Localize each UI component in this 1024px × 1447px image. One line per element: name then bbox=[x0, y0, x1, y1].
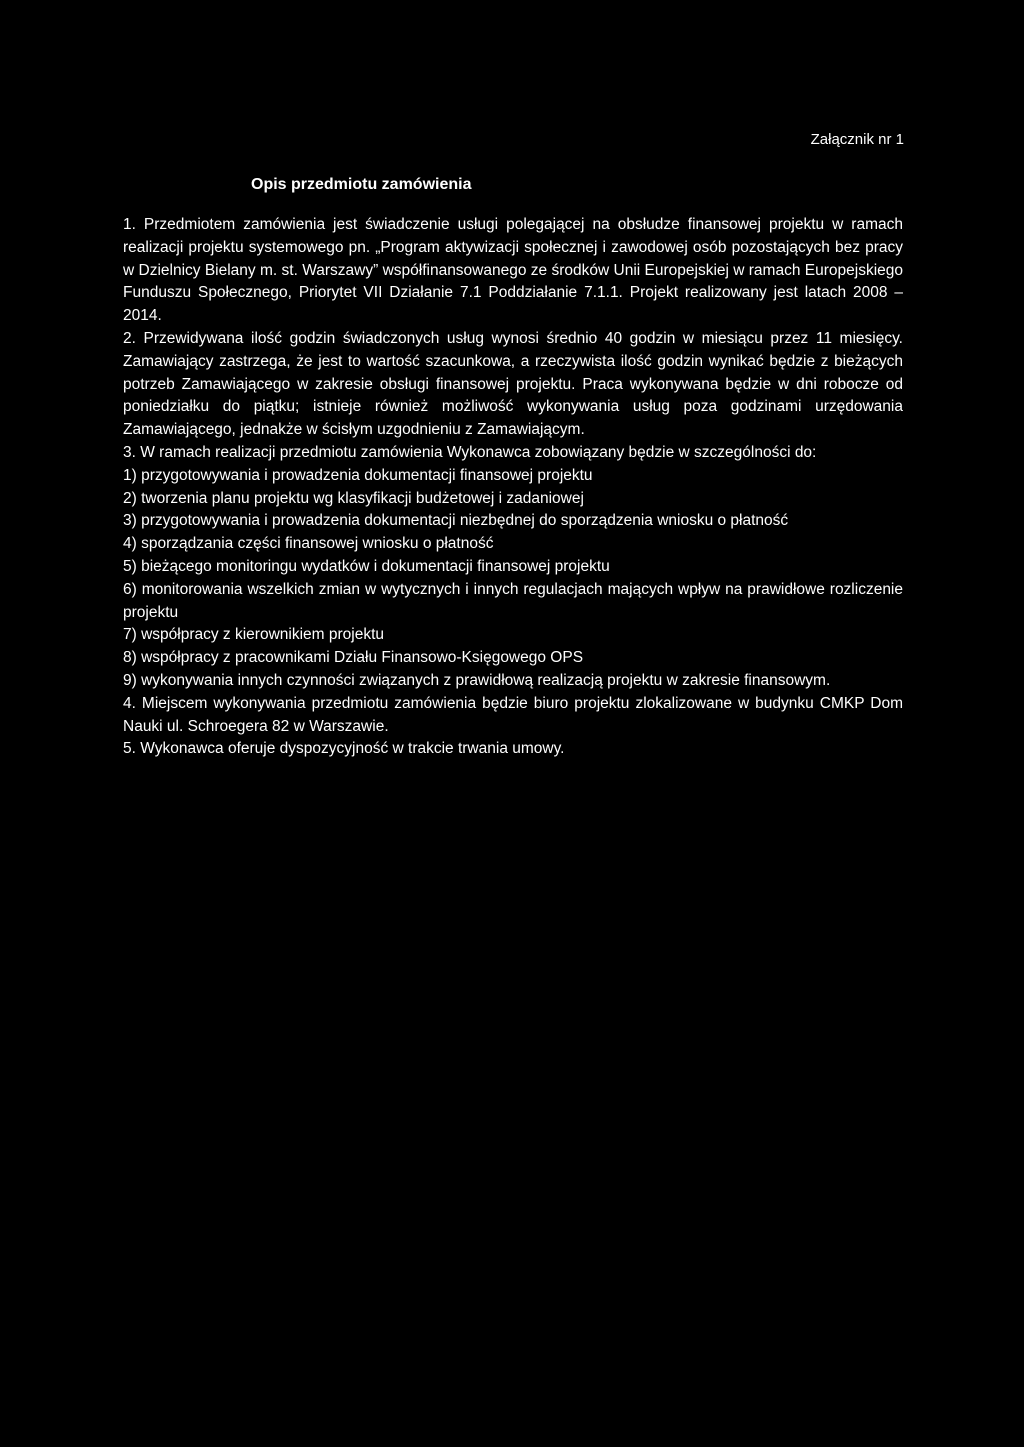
list-item: 8) współpracy z pracownikami Działu Finansowo-Księgowego OPS bbox=[123, 649, 584, 667]
list-item: 5) bieżącego monitoringu wydatków i dokumentacji finansowej projektu bbox=[123, 557, 610, 575]
section-3-intro: 3. W ramach realizacji przedmiotu zamówienia Wykonawca zobowiązany będzie w szczególności do: bbox=[123, 443, 817, 461]
list-item: 3) przygotowywania i prowadzenia dokumentacji niezbędnej do sporządzenia wniosku o płatność bbox=[123, 512, 789, 530]
list-item: 9) wykonywania innych czynności związanych z prawidłową realizacją projektu w zakresie finansowym. bbox=[123, 671, 831, 689]
list-item: 4) sporządzania części finansowej wniosku o płatność bbox=[123, 535, 494, 553]
section-5: 5. Wykonawca oferuje dyspozycyjność w trakcie trwania umowy. bbox=[123, 740, 565, 758]
list-item: 6) monitorowania wszelkich zmian w wytycznych i innych regulacjach mających wpływ na prawidłowe rozliczenie projektu bbox=[123, 580, 903, 621]
section-1: 1. Przedmiotem zamówienia jest świadczenie usługi polegającej na obsłudze finansowej projektu w ramach realizacji projektu systemowego pn. „Program aktywizacji społecznej i zawodowej osób pozostających bez pracy w Dzielnicy Bielany m. st. Warszawy” współfinansowanego ze środków Unii Europejskiej w ramach Europejskiego Funduszu Społecznego, Priorytet VII Działanie 7.1 Poddziałanie 7.1.1. Projekt realizowany jest latach 2008 – 2014. bbox=[123, 216, 903, 325]
list-item: 1) przygotowywania i prowadzenia dokumentacji finansowej projektu bbox=[123, 466, 593, 484]
section-2: 2. Przewidywana ilość godzin świadczonych usług wynosi średnio 40 godzin w miesiącu przez 11 miesięcy. Zamawiający zastrzega, że jest to wartość szacunkowa, a rzeczywista ilość godzin wynikać będzie z bieżących potrzeb Zamawiającego w zakresie obsługi finansowej projektu. Praca wykonywana będzie w dni robocze od poniedziałku do piątku; istnieje również możliwość wykonywania usług poza godzinami urzędowania Zamawiającego, jednakże w ścisłym uzgodnieniu z Zamawiającym. bbox=[123, 329, 903, 439]
list-item: 7) współpracy z kierownikiem projektu bbox=[123, 626, 385, 644]
annex-label: Załącznik nr 1 bbox=[810, 131, 904, 148]
document-title: Opis przedmiotu zamówienia bbox=[251, 176, 472, 193]
list-item: 2) tworzenia planu projektu wg klasyfikacji budżetowej i zadaniowej bbox=[123, 489, 584, 507]
section-4: 4. Miejscem wykonywania przedmiotu zamówienia będzie biuro projektu zlokalizowane w budynku CMKP Dom Nauki ul. Schroegera 82 w Warszawie. bbox=[123, 694, 903, 735]
document-body bbox=[123, 214, 903, 761]
